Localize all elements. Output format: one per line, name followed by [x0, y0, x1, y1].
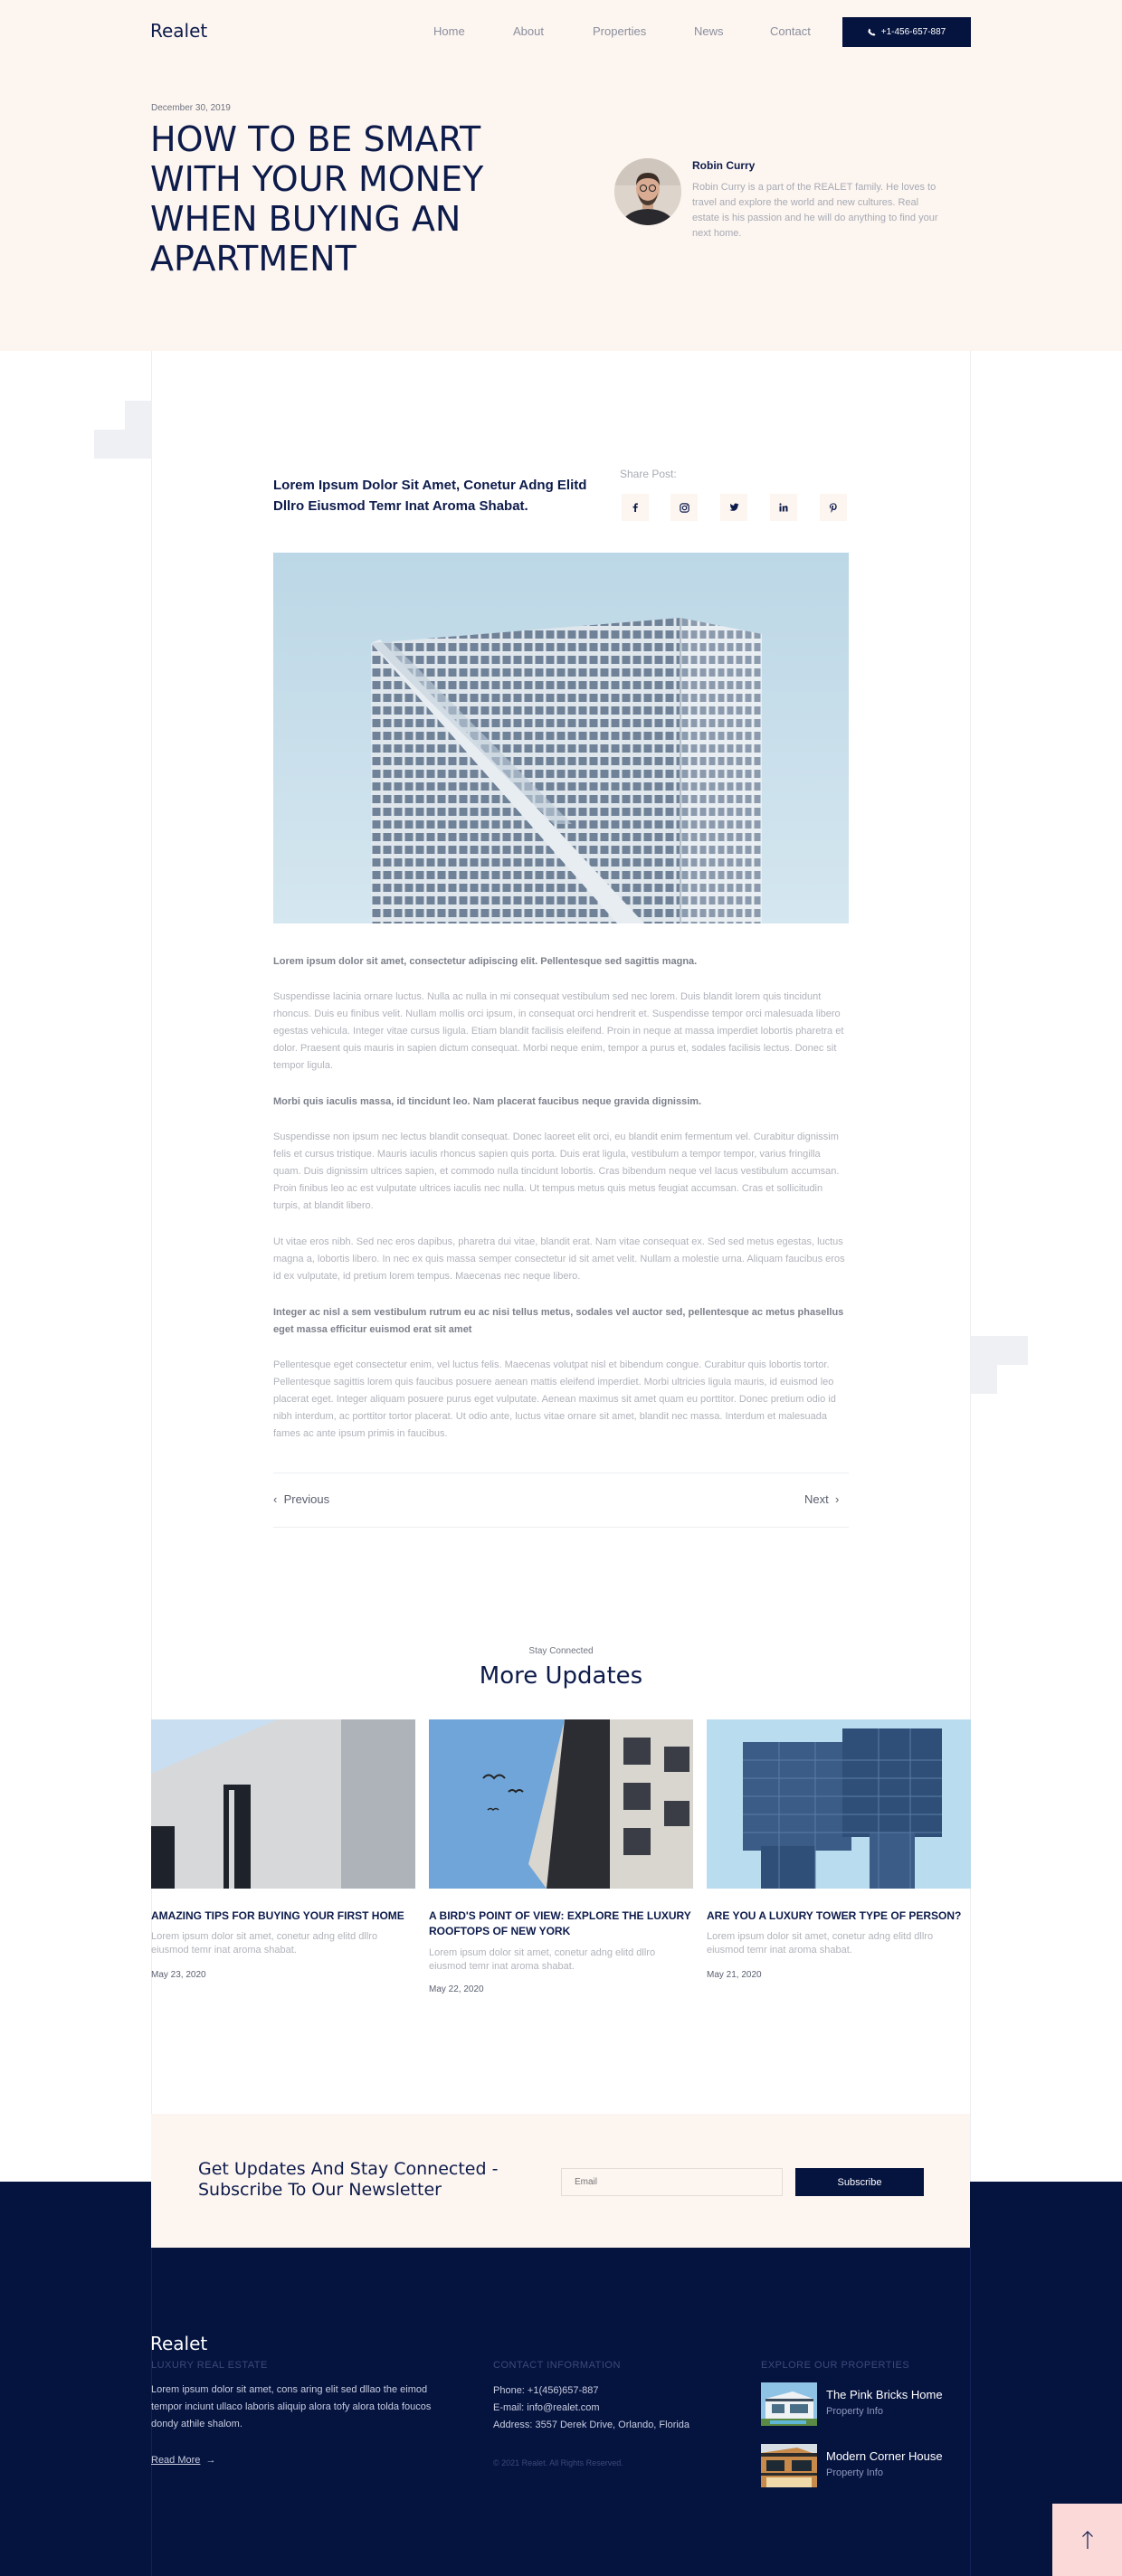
scroll-to-top-button[interactable]: [1052, 2504, 1122, 2576]
update-card-date: May 22, 2020: [429, 1984, 484, 1994]
property-thumbnail[interactable]: [761, 2382, 817, 2426]
article-paragraph: Morbi quis iaculis massa, id tincidunt leo. Nam placerat faucibus neque gravida dignissim.: [273, 1096, 702, 1107]
footer-tagline: LUXURY REAL ESTATE: [151, 2360, 268, 2371]
twitter-icon: [729, 503, 739, 512]
update-card-date: May 21, 2020: [707, 1970, 762, 1980]
newsletter-email-input[interactable]: [561, 2168, 783, 2196]
update-card-date: May 23, 2020: [151, 1970, 206, 1980]
nav-home[interactable]: Home: [433, 24, 465, 38]
subscribe-button[interactable]: Subscribe: [795, 2168, 924, 2196]
linkedin-icon: [779, 503, 788, 512]
newsletter-title: Get Updates And Stay Connected - Subscribe To Our Newsletter: [198, 2159, 499, 2200]
site-logo[interactable]: Realet: [150, 20, 208, 42]
update-card-image[interactable]: [151, 1719, 415, 1889]
author-avatar: [614, 158, 681, 225]
pager-divider-bottom: [273, 1527, 849, 1528]
share-pinterest-button[interactable]: [820, 494, 847, 521]
previous-label: Previous: [283, 1492, 330, 1506]
instagram-icon: [680, 503, 689, 513]
update-card-description: Lorem ipsum dolor sit amet, conetur adng elitd dllro eiusmod temr inat aroma shabat.: [707, 1931, 934, 1956]
article-hero-image: [273, 553, 849, 923]
article-lead: Lorem Ipsum Dolor Sit Amet, Conetur Adng Elitd Dllro Eiusmod Temr Inat Aroma Shabat.: [273, 478, 587, 514]
next-post-link[interactable]: [804, 1492, 839, 1506]
decorative-block-cut: [94, 401, 125, 430]
phone-icon: [868, 28, 876, 36]
footer-description: Lorem ipsum dolor sit amet, cons aring elit sed dllao the eimod tempor inciunt ullaco laboris aliquip alora tofy alora tolda foucos dondy athile shalom.: [151, 2384, 432, 2429]
phone-button[interactable]: [842, 17, 971, 47]
property-info: Property Info: [826, 2467, 883, 2478]
next-label: Next: [804, 1492, 829, 1506]
article-title: HOW TO BE SMART WITH YOUR MONEY WHEN BUYING AN APARTMENT: [150, 119, 484, 279]
contact-heading: CONTACT INFORMATION: [493, 2360, 621, 2371]
update-card-image[interactable]: [707, 1719, 971, 1889]
section-title: More Updates: [479, 1662, 643, 1690]
read-more-label: Read More: [151, 2455, 201, 2466]
facebook-icon: [631, 503, 640, 512]
article-paragraph: Lorem ipsum dolor sit amet, consectetur adipiscing elit. Pellentesque sed sagittis magna.: [273, 956, 698, 967]
copyright: © 2021 Realet. All Rights Reserved.: [493, 2458, 623, 2467]
update-card-title[interactable]: AMAZING TIPS FOR BUYING YOUR FIRST HOME: [151, 1909, 404, 1922]
arrow-right-icon: →: [200, 2455, 216, 2466]
update-card-description: Lorem ipsum dolor sit amet, conetur adng elitd dllro eiusmod temr inat aroma shabat.: [429, 1947, 656, 1972]
nav-news[interactable]: News: [694, 24, 724, 38]
chevron-right-icon: ›: [828, 1492, 840, 1506]
article-paragraph: Integer ac nisl a sem vestibulum rutrum eu ac nisi tellus metus, sodales vel auctor sed, pellentesque ac metus phasellus eget massa efficitur euismod erat sit amet: [273, 1307, 844, 1335]
property-name[interactable]: The Pink Bricks Home: [826, 2388, 943, 2401]
contact-phone: Phone: +1(456)657-887: [493, 2385, 599, 2396]
nav-about[interactable]: About: [513, 24, 544, 38]
share-label: Share Post:: [620, 468, 677, 480]
update-card-description: Lorem ipsum dolor sit amet, conetur adng elitd dllro eiusmod temr inat aroma shabat.: [151, 1931, 378, 1956]
read-more-link[interactable]: [151, 2455, 216, 2466]
share-facebook-button[interactable]: [622, 494, 649, 521]
section-kicker: Stay Connected: [528, 1646, 594, 1656]
author-name: Robin Curry: [692, 159, 756, 172]
update-card-image[interactable]: [429, 1719, 693, 1889]
property-info: Property Info: [826, 2406, 883, 2417]
chevron-left-icon: ‹: [273, 1492, 284, 1506]
property-name[interactable]: Modern Corner House: [826, 2449, 943, 2463]
article-date: December 30, 2019: [151, 103, 231, 113]
share-linkedin-button[interactable]: [770, 494, 797, 521]
previous-post-link[interactable]: [273, 1492, 329, 1506]
share-instagram-button[interactable]: [670, 494, 698, 521]
nav-properties[interactable]: Properties: [593, 24, 647, 38]
update-card-title[interactable]: ARE YOU A LUXURY TOWER TYPE OF PERSON?: [707, 1909, 962, 1922]
update-card-title[interactable]: A BIRD'S POINT OF VIEW: EXPLORE THE LUXURY ROOFTOPS OF NEW YORK: [429, 1909, 691, 1937]
article-paragraph: Suspendisse lacinia ornare luctus. Nulla ac nulla in mi consequat vestibulum sed nec lorem. Duis blandit lorem quis tincidunt rhoncus. Duis eu finibus velit. Nullam mollis orci ipsum, in consequat orci hendrerit et. Suspendisse tempor orci malesuada libero egestas vehicula. Integer vitae cursus ligula. Etiam blandit facilisis eleifend. Proin in neque at massa imperdiet lobortis pharetra et dolor. Praesent quis mauris in sapien dictum consequat. Morbi neque enim, tempor a purus et, sodales facilisis lectus. Donec sit tempor ligula.: [273, 991, 844, 1071]
arrow-up-icon: [1081, 2530, 1094, 2550]
contact-email[interactable]: E-mail: info@realet.com: [493, 2402, 600, 2413]
article-paragraph: Suspendisse non ipsum nec lectus blandit consequat. Donec laoreet elit orci, eu blandit enim fermentum vel. Curabitur dignissim felis et cursus tristique. Mauris iaculis rhoncus sapien quis porta. Duis erat ligula, vestibulum a tempor tempor, varius fringilla quam. Duis dignissim ultrices sapien, et commodo nulla tincidunt lobortis. Cras bibendum neque vel lacus vestibulum accumsan. Proin finibus leo ac est vulputate ultrices iaculis nec nulla. Ut tempus metus quis metus feugiat accumsan. Cras et sollicitudin turpis, at blandit libero.: [273, 1132, 840, 1211]
footer-guide-line: [970, 2248, 971, 2576]
phone-number: +1-456-657-887: [880, 27, 946, 37]
explore-heading: EXPLORE OUR PROPERTIES: [761, 2360, 910, 2371]
nav-contact[interactable]: Contact: [770, 24, 811, 38]
property-thumbnail[interactable]: [761, 2444, 817, 2487]
article-paragraph: Ut vitae eros nibh. Sed nec eros dapibus, pharetra dui vitae, blandit erat. Nam vitae consequat ex. Sed sed metus egestas, luctus magna a, lobortis libero. In nec ex quis massa semper consectetur id sit amet velit. Nullam a molestie urna. Aliquam faucibus eros id ex vulputate, id pretium lorem tempus. Maecenas nec neque libero.: [273, 1236, 845, 1282]
footer-logo[interactable]: Realet: [150, 2333, 208, 2354]
author-bio: Robin Curry is a part of the REALET family. He loves to travel and explore the world and new cultures. Real estate is his passion and he will do anything to find your next home.: [692, 182, 938, 239]
pinterest-icon: [829, 503, 838, 513]
article-paragraph: Pellentesque eget consectetur enim, vel luctus felis. Maecenas volutpat nisl et bibendum congue. Curabitur quis lobortis tortor. Pellentesque sagittis lorem quis faucibus posuere aenean mattis eleifend imperdiet. Morbi ultricies ligula mauris, id euismod leo placerat eget. Integer aliquam posuere purus eget vulputate. Aenean maximus sit amet quam eu porttitor. Donec pretium odio id nibh interdum, ac porttitor tortor placerat. Ut odio ante, luctus vitae ornare sit amet, blandit nec massa. Interdum et malesuada fames ac ante ipsum primis in faucibus.: [273, 1359, 836, 1439]
share-twitter-button[interactable]: [720, 494, 747, 521]
contact-address: Address: 3557 Derek Drive, Orlando, Florida: [493, 2420, 690, 2430]
decorative-block-cut: [997, 1365, 1028, 1394]
